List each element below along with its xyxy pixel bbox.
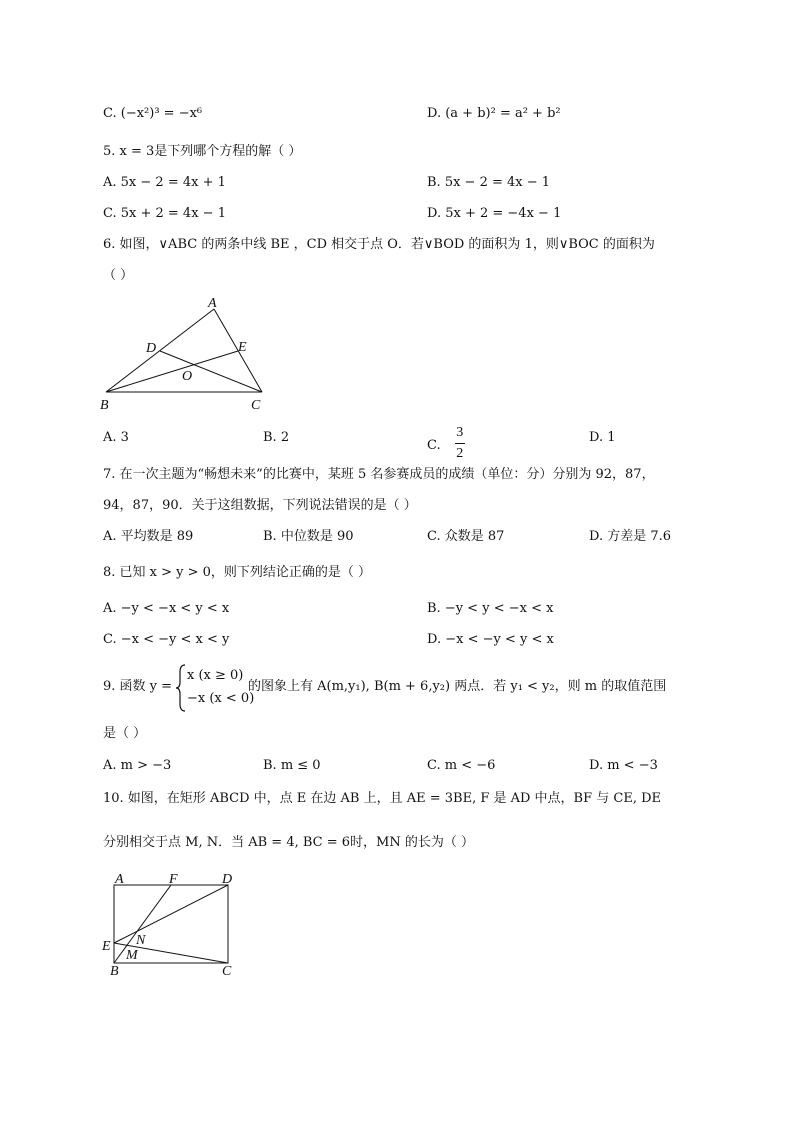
- q9-stem-line2: 是（ ）: [103, 726, 147, 741]
- q7-option-c: C. 众数是 87: [427, 529, 505, 544]
- q9-stem-post: 的图象上有 A(m,y₁), B(m + 6,y₂) 两点．若 y₁ < y₂，则 m 的取值范围: [248, 679, 667, 694]
- q5-option-a: A. 5x − 2 = 4x + 1: [103, 175, 226, 190]
- q7-stem-line1: 7. 在一次主题为“畅想未来”的比赛中，某班 5 名参赛成员的成绩（单位：分）分别为 92，87，: [103, 467, 655, 482]
- q8-option-a: A. −y < −x < y < x: [103, 601, 230, 616]
- q10-label-n: N: [136, 933, 146, 948]
- q10-label-m: M: [126, 948, 138, 963]
- fraction-bar: [455, 443, 465, 444]
- brace-icon: [176, 664, 186, 712]
- q9-case-1: x (x ≥ 0): [187, 668, 244, 683]
- q6-option-c: [427, 425, 465, 463]
- q4-option-d: D. (a + b)² = a² + b²: [427, 106, 561, 121]
- q8-option-d: D. −x < −y < y < x: [427, 632, 554, 647]
- q7-option-d: D. 方差是 7.6: [589, 529, 672, 544]
- q10-label-f: F: [169, 872, 178, 887]
- q8-stem: 8. 已知 x > y > 0，则下列结论正确的是（ ）: [103, 565, 372, 580]
- q6-option-c-fraction: [455, 426, 465, 461]
- q10-label-c: C: [222, 964, 232, 979]
- q6-option-c-numerator: 3: [456, 425, 464, 440]
- q7-option-b: B. 中位数是 90: [263, 529, 354, 544]
- q6-stem-line1: 6. 如图，∨ABC 的两条中线 BE ，CD 相交于点 O．若∨BOD 的面积为 1，则∨BOC 的面积为: [103, 237, 655, 252]
- q5-option-c: C. 5x + 2 = 4x − 1: [103, 206, 226, 221]
- q10-label-e: E: [102, 939, 111, 954]
- q6-label-d: D: [146, 341, 157, 356]
- q7-stem-line2: 94，87，90．关于这组数据，下列说法错误的是（ ）: [103, 498, 417, 513]
- q8-option-b: B. −y < y < −x < x: [427, 601, 554, 616]
- q6-label-c: C: [251, 398, 261, 413]
- q6-label-o: O: [182, 369, 193, 384]
- q5-option-b: B. 5x − 2 = 4x − 1: [427, 175, 551, 190]
- q6-label-b: B: [100, 398, 109, 413]
- q6-label-a: A: [208, 296, 217, 311]
- q9-option-a: A. m > −3: [103, 758, 172, 773]
- q10-label-b: B: [110, 964, 119, 979]
- q6-option-d: D. 1: [589, 430, 616, 445]
- q6-option-c-letter: C.: [427, 438, 441, 453]
- q6-option-c-denominator: 2: [456, 446, 464, 461]
- q10-label-a: A: [115, 872, 124, 887]
- q10-stem-line2: 分别相交于点 M, N．当 AB = 4, BC = 6时，MN 的长为（ ）: [103, 835, 474, 850]
- q6-stem-line2: （ ）: [103, 268, 134, 283]
- q10-stem-line1: 10. 如图，在矩形 ABCD 中，点 E 在边 AB 上，且 AE = 3BE, F 是 AD 中点，BF 与 CE, DE: [103, 791, 662, 806]
- q5-option-d: D. 5x + 2 = −4x − 1: [427, 206, 562, 221]
- q10-label-d: D: [222, 872, 233, 887]
- q8-option-c: C. −x < −y < x < y: [103, 632, 230, 647]
- q6-option-a: A. 3: [103, 430, 129, 445]
- q10-rectangle-figure: [98, 868, 248, 980]
- q9-case-2: −x (x < 0): [187, 691, 255, 706]
- q4-option-c: C. (−x²)³ = −x⁶: [103, 106, 203, 121]
- q7-option-a: A. 平均数是 89: [103, 529, 194, 544]
- q6-triangle-figure: [98, 293, 278, 413]
- q9-option-c: C. m < −6: [427, 758, 496, 773]
- q9-option-d: D. m < −3: [589, 758, 658, 773]
- q6-option-b: B. 2: [263, 430, 290, 445]
- q9-stem-pre: 9. 函数 y =: [103, 679, 173, 694]
- q5-stem: 5. x = 3是下列哪个方程的解（ ）: [103, 144, 302, 159]
- q9-option-b: B. m ≤ 0: [263, 758, 321, 773]
- q6-label-e: E: [238, 340, 247, 355]
